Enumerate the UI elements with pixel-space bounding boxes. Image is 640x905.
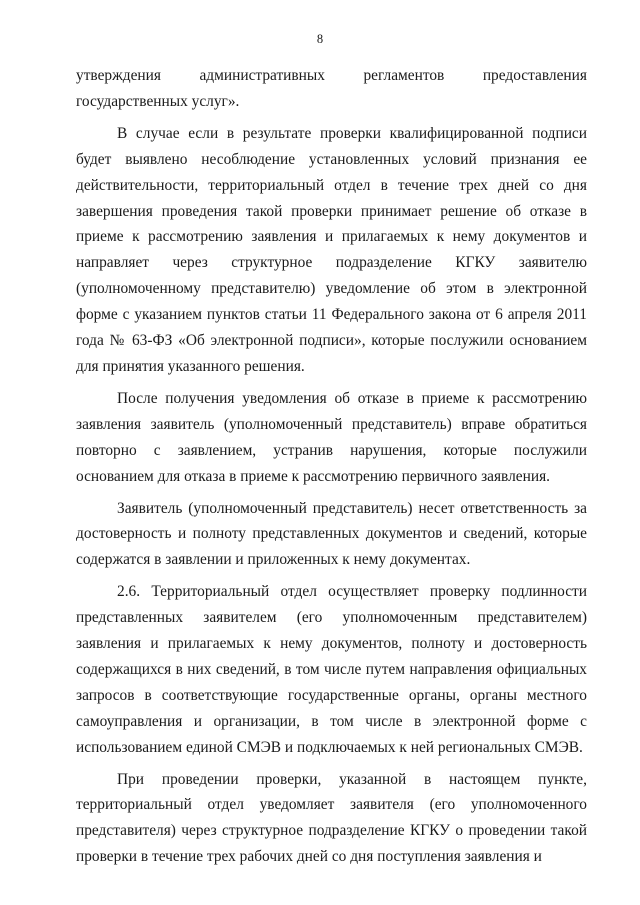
paragraph-continuation: утверждения административных регламентов предоставления государственных услуг». xyxy=(76,67,587,110)
paragraph-refusal-notice: После получения уведомления об отказе в приеме к рассмотрению заявления заявитель (уполномоченный представитель) вправе обратиться повторно с заявлением, устранив нарушения, которые послужили основанием для отказа в приеме к рассмотрению первичного заявления. xyxy=(76,389,587,485)
paragraph-applicant-responsibility: Заявитель (уполномоченный представитель) несет ответственность за достоверность и полноту представленных документов и сведений, которые содержатся в заявлении и приложенных к нему документах. xyxy=(76,499,587,569)
document-body xyxy=(76,63,587,876)
paragraph-section-2-6: 2.6. Территориальный отдел осуществляет проверку подлинности представленных заявителем (его уполномоченным представителем) заявления и прилагаемых к нему документов, полноту и достоверность содержащихся в них сведений, в том числе путем направления официальных запросов в соответствующие государственные органы, органы местного самоуправления и организации, в том числе в электронной форме с использованием единой СМЭВ и подключаемых к ней региональных СМЭВ. xyxy=(76,583,587,756)
paragraph-verification-notice: При проведении проверки, указанной в настоящем пункте, территориальный отдел уведомляет заявителя (его уполномоченного представителя) через структурное подразделение КГКУ о проведении такой проверки в течение трех рабочих дней со дня поступления заявления и xyxy=(76,770,587,866)
page-number: 8 xyxy=(316,32,324,46)
paragraph-signature-check: В случае если в результате проверки квалифицированной подписи будет выявлено несоблюдение установленных условий признания ее действительности, территориальный отдел в течение трех дней со дня завершения проведения такой проверки принимает решение об отказе в приеме к рассмотрению заявления и прилагаемых к нему документов и направляет через структурное подразделение КГКУ заявителю (уполномоченному представителю) уведомление об этом в электронной форме с указанием пунктов статьи 11 Федерального закона от 6 апреля 2011 года № 63-ФЗ «Об электронной подписи», которые послужили основанием для принятия указанного решения. xyxy=(76,124,587,375)
